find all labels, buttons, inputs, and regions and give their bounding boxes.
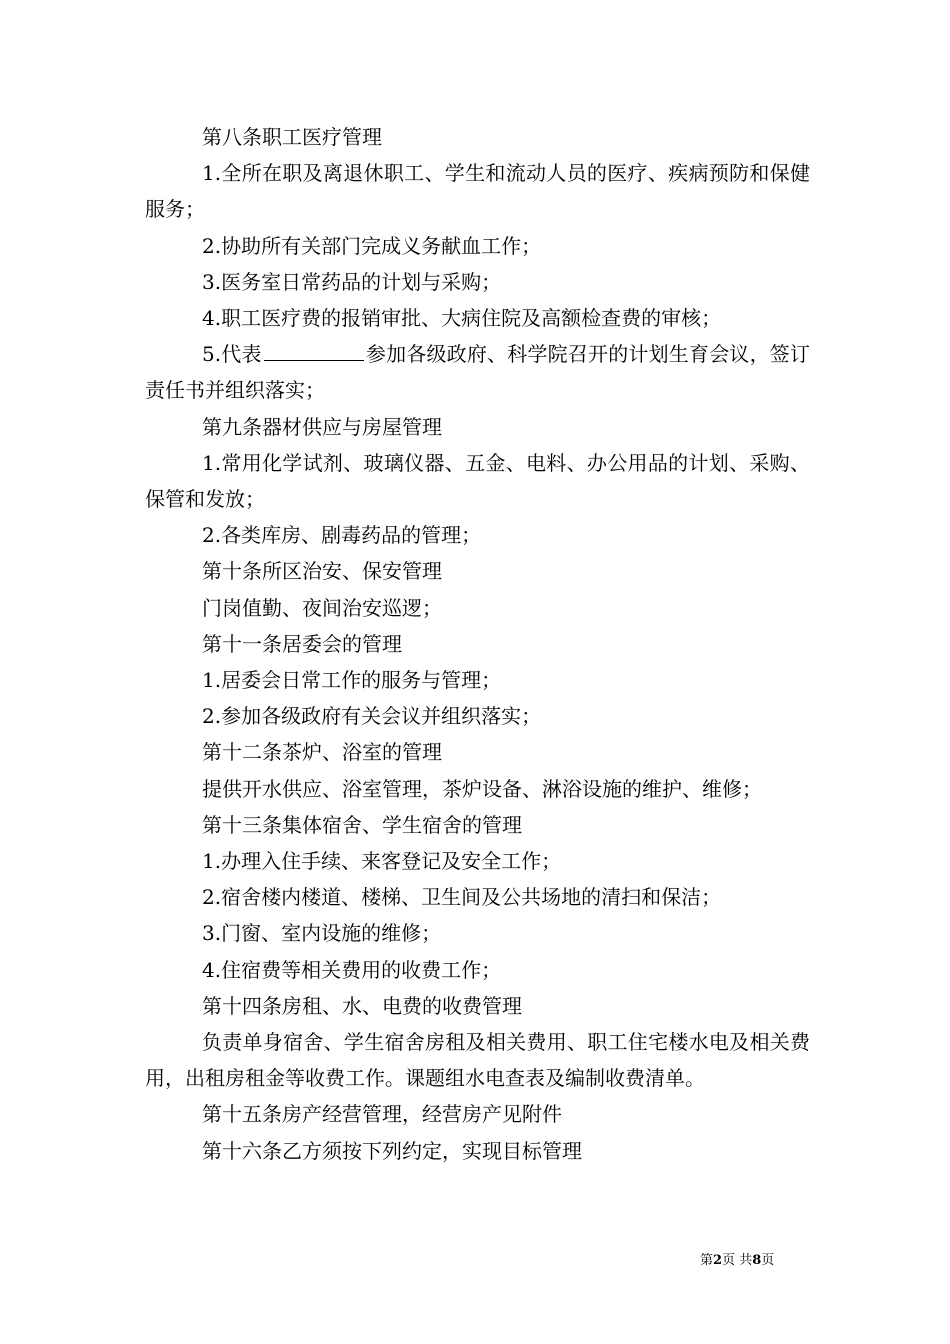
article-13-heading: 第十三条集体宿舍、学生宿舍的管理 (202, 812, 522, 837)
fill-in-blank (264, 342, 364, 361)
item-5-prefix: 5.代表 (202, 342, 262, 367)
article-11-heading: 第十一条居委会的管理 (202, 631, 402, 656)
article-14-text: 负责单身宿舍、学生宿舍房租及相关费用、职工住宅楼水电及相关费用，出租房租金等收费工作。课题组水电查表及编制收费清单。 (145, 1030, 810, 1091)
article-12-heading: 第十二条茶炉、浴室的管理 (202, 740, 442, 765)
article-9-heading: 第九条器材供应与房屋管理 (202, 414, 442, 439)
article-8-item-2: 2.协助所有关部门完成义务献血工作； (202, 233, 542, 258)
page-footer (700, 1249, 820, 1268)
item-5-suffix: 参加各级政府、科学院召开的计划生育会议，签订责任书并组织落实； (145, 342, 810, 403)
article-11-item-1: 1.居委会日常工作的服务与管理； (202, 668, 502, 693)
article-10-text: 门岗值勤、夜间治安巡逻； (202, 595, 442, 620)
article-12-text: 提供开水供应、浴室管理，茶炉设备、淋浴设施的维护、维修； (202, 776, 762, 801)
article-8-item-5 (145, 336, 810, 408)
article-8-item-1: 1.全所在职及离退休职工、学生和流动人员的医疗、疾病预防和保健服务； (145, 161, 810, 222)
footer-middle: 页 共 (722, 1253, 753, 1268)
article-9-item-2: 2.各类库房、剧毒药品的管理； (202, 523, 482, 548)
article-9-item-1: 1.常用化学试剂、玻璃仪器、五金、电料、办公用品的计划、采购、保管和发放； (145, 450, 810, 512)
article-8-item-3: 3.医务室日常药品的计划与采购； (202, 269, 502, 294)
article-8-item-4: 4.职工医疗费的报销审批、大病住院及高额检查费的审核； (202, 306, 722, 331)
article-14-heading: 第十四条房租、水、电费的收费管理 (202, 993, 522, 1018)
article-13-item-2: 2.宿舍楼内楼道、楼梯、卫生间及公共场地的清扫和保洁； (202, 885, 722, 910)
footer-suffix: 页 (761, 1253, 775, 1268)
article-13-item-4: 4.住宿费等相关费用的收费工作； (202, 957, 502, 982)
article-13-item-3: 3.门窗、室内设施的维修； (202, 921, 442, 946)
footer-prefix: 第 (700, 1253, 714, 1268)
article-8-heading: 第八条职工医疗管理 (202, 125, 382, 149)
article-15-heading: 第十五条房产经营管理，经营房产见附件 (202, 1102, 562, 1127)
article-10-heading: 第十条所区治安、保安管理 (202, 559, 442, 584)
total-page-number: 8 (752, 1253, 762, 1268)
document-body (145, 119, 810, 1169)
article-11-item-2: 2.参加各级政府有关会议并组织落实； (202, 704, 542, 729)
article-13-item-1: 1.办理入住手续、来客登记及安全工作； (202, 849, 562, 874)
current-page-number: 2 (713, 1253, 723, 1268)
article-16-heading: 第十六条乙方须按下列约定，实现目标管理 (202, 1138, 582, 1163)
